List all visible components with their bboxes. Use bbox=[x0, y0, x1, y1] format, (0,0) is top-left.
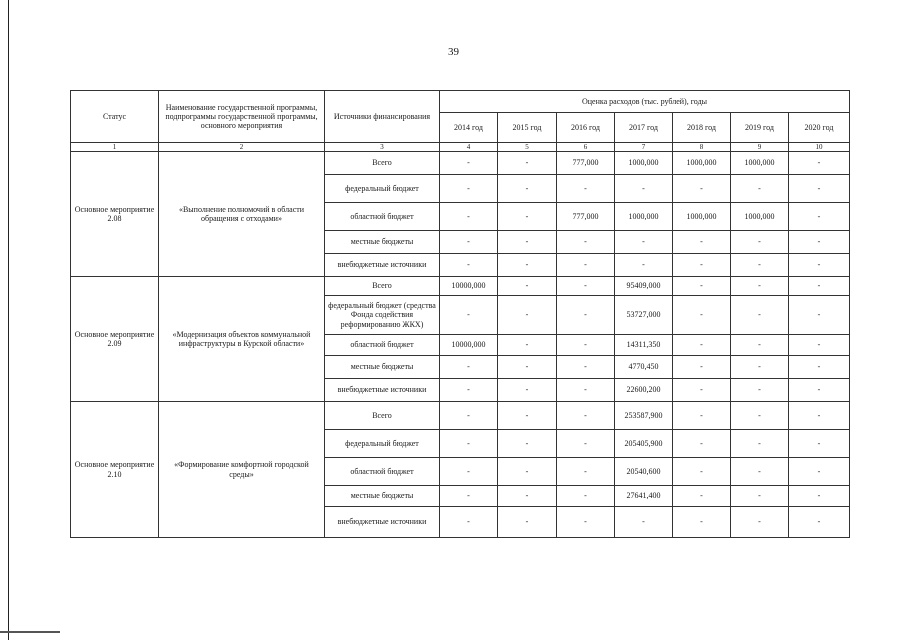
value-cell: - bbox=[498, 402, 557, 430]
value-cell: - bbox=[440, 175, 498, 203]
page-number: 39 bbox=[448, 46, 459, 58]
column-number: 3 bbox=[325, 143, 440, 152]
funding-source-cell: Всего bbox=[325, 402, 440, 430]
value-cell: - bbox=[498, 231, 557, 254]
value-cell: - bbox=[557, 379, 615, 402]
value-cell: - bbox=[731, 356, 789, 379]
value-cell: - bbox=[789, 486, 850, 507]
funding-source-cell: внебюджетные источники bbox=[325, 254, 440, 277]
header-year: 2020 год bbox=[789, 113, 850, 143]
table-row bbox=[71, 402, 850, 430]
value-cell: - bbox=[789, 296, 850, 335]
budget-table bbox=[70, 90, 850, 538]
value-cell: - bbox=[557, 430, 615, 458]
value-cell: - bbox=[557, 277, 615, 296]
value-cell: - bbox=[498, 152, 557, 175]
status-cell: Основное мероприятие 2.09 bbox=[71, 277, 159, 402]
funding-source-cell: Всего bbox=[325, 277, 440, 296]
value-cell: - bbox=[557, 296, 615, 335]
value-cell: - bbox=[731, 430, 789, 458]
value-cell: - bbox=[789, 175, 850, 203]
value-cell: - bbox=[731, 458, 789, 486]
header-year: 2017 год bbox=[615, 113, 673, 143]
value-cell: - bbox=[789, 402, 850, 430]
value-cell: - bbox=[673, 486, 731, 507]
value-cell: - bbox=[731, 402, 789, 430]
value-cell: - bbox=[731, 175, 789, 203]
table-row bbox=[71, 152, 850, 175]
column-number: 5 bbox=[498, 143, 557, 152]
funding-source-cell: местные бюджеты bbox=[325, 231, 440, 254]
value-cell: 253587,900 bbox=[615, 402, 673, 430]
header-year: 2016 год bbox=[557, 113, 615, 143]
value-cell: - bbox=[615, 507, 673, 538]
value-cell: 10000,000 bbox=[440, 277, 498, 296]
value-cell: - bbox=[731, 254, 789, 277]
value-cell: - bbox=[673, 356, 731, 379]
value-cell: - bbox=[440, 231, 498, 254]
funding-source-cell: областной бюджет bbox=[325, 458, 440, 486]
value-cell: 1000,000 bbox=[731, 152, 789, 175]
column-number: 9 bbox=[731, 143, 789, 152]
column-number: 7 bbox=[615, 143, 673, 152]
value-cell: - bbox=[557, 254, 615, 277]
funding-source-cell: Всего bbox=[325, 152, 440, 175]
value-cell: - bbox=[789, 254, 850, 277]
value-cell: 14311,350 bbox=[615, 335, 673, 356]
value-cell: - bbox=[789, 335, 850, 356]
value-cell: - bbox=[557, 335, 615, 356]
column-number: 8 bbox=[673, 143, 731, 152]
value-cell: - bbox=[440, 203, 498, 231]
value-cell: - bbox=[673, 507, 731, 538]
value-cell: - bbox=[557, 402, 615, 430]
value-cell: - bbox=[440, 254, 498, 277]
column-number: 10 bbox=[789, 143, 850, 152]
value-cell: 95409,000 bbox=[615, 277, 673, 296]
value-cell: 53727,000 bbox=[615, 296, 673, 335]
value-cell: 22600,200 bbox=[615, 379, 673, 402]
value-cell: - bbox=[498, 254, 557, 277]
value-cell: - bbox=[673, 458, 731, 486]
column-number: 4 bbox=[440, 143, 498, 152]
value-cell: 777,000 bbox=[557, 152, 615, 175]
funding-source-cell: местные бюджеты bbox=[325, 486, 440, 507]
value-cell: - bbox=[673, 175, 731, 203]
value-cell: - bbox=[440, 507, 498, 538]
value-cell: - bbox=[731, 486, 789, 507]
value-cell: - bbox=[440, 430, 498, 458]
value-cell: - bbox=[440, 402, 498, 430]
value-cell: - bbox=[498, 203, 557, 231]
value-cell: 205405,900 bbox=[615, 430, 673, 458]
funding-source-cell: местные бюджеты bbox=[325, 356, 440, 379]
value-cell: - bbox=[557, 356, 615, 379]
value-cell: - bbox=[673, 277, 731, 296]
value-cell: - bbox=[673, 231, 731, 254]
value-cell: - bbox=[615, 175, 673, 203]
header-year: 2014 год bbox=[440, 113, 498, 143]
value-cell: - bbox=[673, 379, 731, 402]
value-cell: - bbox=[498, 458, 557, 486]
value-cell: 1000,000 bbox=[615, 152, 673, 175]
status-cell: Основное мероприятие 2.10 bbox=[71, 402, 159, 538]
value-cell: - bbox=[615, 231, 673, 254]
scan-edge-line bbox=[8, 0, 9, 640]
funding-source-cell: внебюджетные источники bbox=[325, 507, 440, 538]
funding-source-cell: федеральный бюджет bbox=[325, 430, 440, 458]
value-cell: - bbox=[789, 203, 850, 231]
table-row bbox=[71, 277, 850, 296]
value-cell: - bbox=[789, 379, 850, 402]
value-cell: - bbox=[440, 458, 498, 486]
value-cell: - bbox=[789, 430, 850, 458]
program-name-cell: «Выполнение полномочий в области обращения с отходами» bbox=[159, 152, 325, 277]
program-name-cell: «Модернизация объектов коммунальной инфраструктуры в Курской области» bbox=[159, 277, 325, 402]
value-cell: - bbox=[498, 175, 557, 203]
value-cell: 1000,000 bbox=[673, 152, 731, 175]
value-cell: - bbox=[789, 458, 850, 486]
header-estimate: Оценка расходов (тыс. рублей), годы bbox=[440, 91, 850, 113]
header-source: Источники финансирования bbox=[325, 91, 440, 143]
program-name-cell: «Формирование комфортной городской среды» bbox=[159, 402, 325, 538]
value-cell: - bbox=[498, 356, 557, 379]
value-cell: - bbox=[440, 486, 498, 507]
value-cell: - bbox=[615, 254, 673, 277]
value-cell: - bbox=[731, 379, 789, 402]
value-cell: - bbox=[731, 507, 789, 538]
value-cell: - bbox=[498, 379, 557, 402]
value-cell: - bbox=[440, 379, 498, 402]
value-cell: - bbox=[731, 335, 789, 356]
value-cell: - bbox=[498, 430, 557, 458]
value-cell: - bbox=[731, 296, 789, 335]
funding-source-cell: федеральный бюджет (средства Фонда содействия реформированию ЖКХ) bbox=[325, 296, 440, 335]
value-cell: - bbox=[789, 152, 850, 175]
value-cell: - bbox=[789, 231, 850, 254]
value-cell: - bbox=[673, 402, 731, 430]
value-cell: - bbox=[673, 430, 731, 458]
scan-bottom-mark bbox=[0, 631, 60, 633]
value-cell: - bbox=[557, 458, 615, 486]
value-cell: - bbox=[557, 486, 615, 507]
value-cell: - bbox=[498, 335, 557, 356]
value-cell: - bbox=[673, 335, 731, 356]
value-cell: 20540,600 bbox=[615, 458, 673, 486]
value-cell: - bbox=[789, 356, 850, 379]
value-cell: - bbox=[557, 507, 615, 538]
value-cell: - bbox=[440, 152, 498, 175]
header-year: 2015 год bbox=[498, 113, 557, 143]
value-cell: - bbox=[498, 296, 557, 335]
column-number: 1 bbox=[71, 143, 159, 152]
value-cell: - bbox=[789, 507, 850, 538]
funding-source-cell: областной бюджет bbox=[325, 203, 440, 231]
value-cell: - bbox=[673, 296, 731, 335]
funding-source-cell: федеральный бюджет bbox=[325, 175, 440, 203]
header-status: Статус bbox=[71, 91, 159, 143]
header-name: Наименование государственной программы, подпрограммы государственной программы, основного мероприятия bbox=[159, 91, 325, 143]
value-cell: 1000,000 bbox=[731, 203, 789, 231]
value-cell: 10000,000 bbox=[440, 335, 498, 356]
value-cell: - bbox=[557, 231, 615, 254]
header-year: 2018 год bbox=[673, 113, 731, 143]
value-cell: - bbox=[498, 486, 557, 507]
funding-source-cell: внебюджетные источники bbox=[325, 379, 440, 402]
value-cell: 4770,450 bbox=[615, 356, 673, 379]
value-cell: 1000,000 bbox=[615, 203, 673, 231]
status-cell: Основное мероприятие 2.08 bbox=[71, 152, 159, 277]
value-cell: - bbox=[731, 231, 789, 254]
value-cell: 1000,000 bbox=[673, 203, 731, 231]
value-cell: - bbox=[498, 507, 557, 538]
column-number: 2 bbox=[159, 143, 325, 152]
value-cell: - bbox=[731, 277, 789, 296]
value-cell: 777,000 bbox=[557, 203, 615, 231]
value-cell: - bbox=[557, 175, 615, 203]
value-cell: 27641,400 bbox=[615, 486, 673, 507]
value-cell: - bbox=[440, 296, 498, 335]
value-cell: - bbox=[673, 254, 731, 277]
funding-source-cell: областной бюджет bbox=[325, 335, 440, 356]
header-year: 2019 год bbox=[731, 113, 789, 143]
column-number: 6 bbox=[557, 143, 615, 152]
value-cell: - bbox=[789, 277, 850, 296]
value-cell: - bbox=[498, 277, 557, 296]
value-cell: - bbox=[440, 356, 498, 379]
